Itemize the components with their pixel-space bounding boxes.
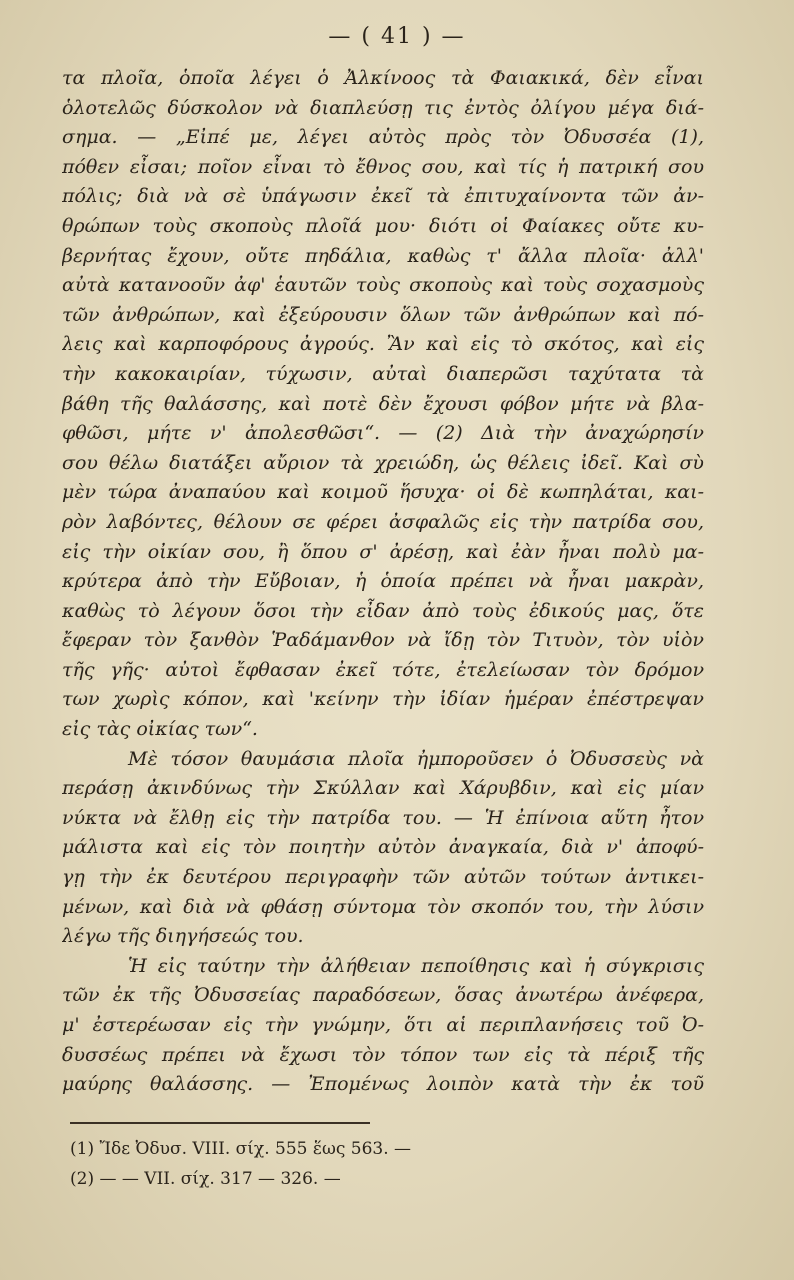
text-line: κρύτερα ἀπὸ τὴν Εὔβοιαν, ἡ ὁποία πρέπει νὰ ἦναι μακρὰν, [62, 570, 704, 593]
text-line: εἰς τὴν οἰκίαν σου, ἢ ὅπου σ' ἀρέσῃ, καὶ ἐὰν ἦναι πολὺ μα- [62, 540, 704, 563]
paragraph-start-line: Ἡ εἰς ταύτην τὴν ἀλήθειαν πεποίθησις καὶ ἡ σύγκρισις [128, 954, 704, 977]
text-line: δυσσέως πρέπει νὰ ἔχωσι τὸν τόπον των εἰς τὰ πέριξ τῆς [62, 1043, 704, 1066]
text-line: τῶν ἀνθρώπων, καὶ ἐξεύρουσιν ὅλων τῶν ἀνθρώπων καὶ πό- [62, 303, 704, 326]
body-text [62, 64, 704, 1100]
text-line: ὁλοτελῶς δύσκολον νὰ διαπλεύσῃ τις ἐντὸς ὀλίγου μέγα διά- [62, 96, 704, 119]
text-line: μένων, καὶ διὰ νὰ φθάσῃ σύντομα τὸν σκοπόν του, τὴν λύσιν [62, 895, 704, 918]
footnote-divider [70, 1122, 370, 1124]
text-line: μὲν τώρα ἀναπαύου καὶ κοιμοῦ ἥσυχα· οἱ δὲ κωπηλάται, και- [62, 481, 704, 504]
text-line: εἰς τὰς οἰκίας των“. [62, 718, 258, 741]
text-line: πόλις; διὰ νὰ σὲ ὑπάγωσιν ἐκεῖ τὰ ἐπιτυχαίνοντα τῶν ἀν- [62, 185, 704, 208]
text-line: λέγω τῆς διηγήσεώς του. [62, 925, 304, 948]
text-line: λεις καὶ καρποφόρους ἀγρούς. Ἂν καὶ εἰς τὸ σκότος, καὶ εἰς [62, 333, 704, 356]
footnote-1: (1) Ἴδε Ὀδυσ. VIII. σίχ. 555 ἕως 563. — [70, 1139, 412, 1159]
text-line: πόθεν εἶσαι; ποῖον εἶναι τὸ ἔθνος σου, καὶ τίς ἡ πατρική σου [62, 155, 704, 178]
text-line: μάλιστα καὶ εἰς τὸν ποιητὴν αὐτὸν ἀναγκαία, διὰ ν' ἀποφύ- [62, 836, 704, 859]
text-line: σημα. — „Εἰπέ με, λέγει αὐτὸς πρὸς τὸν Ὀδυσσέα (1), [62, 126, 704, 149]
text-line: νύκτα νὰ ἔλθῃ εἰς τὴν πατρίδα του. — Ἡ ἐπίνοια αὕτη ἦτον [62, 806, 704, 829]
text-line: των χωρὶς κόπον, καὶ 'κείνην τὴν ἰδίαν ἡμέραν ἐπέστρεψαν [62, 688, 704, 711]
text-line: βερνήτας ἔχουν, οὔτε πηδάλια, καθὼς τ' ἄλλα πλοῖα· ἀλλ' [62, 244, 704, 267]
text-line: τὴν κακοκαιρίαν, τύχωσιν, αὐταὶ διαπερῶσι ταχύτατα τὰ [62, 362, 704, 385]
text-line: καθὼς τὸ λέγουν ὅσοι τὴν εἶδαν ἀπὸ τοὺς ἐδικούς μας, ὅτε [62, 599, 704, 622]
text-line: περάσῃ ἀκινδύνως τὴν Σκύλλαν καὶ Χάρυβδιν, καὶ εἰς μίαν [62, 777, 704, 800]
text-line: μαύρης θαλάσσης. — Ἐπομένως λοιπὸν κατὰ τὴν ἐκ τοῦ [62, 1073, 704, 1096]
text-line: τῶν ἐκ τῆς Ὀδυσσείας παραδόσεων, ὅσας ἀνωτέρω ἀνέφερα, [62, 984, 704, 1007]
text-line: σου θέλω διατάξει αὔριον τὰ χρειώδη, ὡς θέλεις ἰδεῖ. Καὶ σὺ [62, 451, 704, 474]
text-line: γῃ τὴν ἐκ δευτέρου περιγραφὴν τῶν αὐτῶν τούτων ἀντικει- [62, 866, 704, 889]
text-line: ἔφεραν τὸν ξανθὸν Ῥαδάμανθον νὰ ἴδῃ τὸν Τιτυὸν, τὸν υἱὸν [62, 629, 704, 652]
footnotes [70, 1134, 690, 1194]
text-line: θρώπων τοὺς σκοποὺς πλοῖά μου· διότι οἱ Φαίακες οὔτε κυ- [62, 214, 704, 237]
text-line: μ' ἐστερέωσαν εἰς τὴν γνώμην, ὅτι αἱ περιπλανήσεις τοῦ Ὀ- [62, 1014, 704, 1036]
footnote-2: (2) — — VII. σίχ. 317 — 326. — [70, 1169, 341, 1189]
text-line: ρὸν λαβόντες, θέλουν σε φέρει ἀσφαλῶς εἰς τὴν πατρίδα σου, [62, 510, 704, 533]
page-number: — ( 41 ) — [328, 24, 466, 49]
paragraph-start-line: Μὲ τόσον θαυμάσια πλοῖα ἠμποροῦσεν ὁ Ὀδυσσεὺς νὰ [128, 747, 704, 770]
text-line: βάθη τῆς θαλάσσης, καὶ ποτὲ δὲν ἔχουσι φόβον μήτε νὰ βλα- [62, 392, 704, 415]
text-line: τα πλοῖα, ὁποῖα λέγει ὁ Ἀλκίνοος τὰ Φαιακικά, δὲν εἶναι [62, 67, 704, 89]
text-line: φθῶσι, μήτε ν' ἀπολεσθῶσι“. — (2) Διὰ τὴν ἀναχώρησίν [62, 422, 704, 445]
text-line: αὐτὰ κατανοοῦν ἀφ' ἑαυτῶν τοὺς σκοποὺς καὶ τοὺς σοχασμοὺς [62, 274, 704, 297]
text-line: τῆς γῆς· αὐτοὶ ἔφθασαν ἐκεῖ τότε, ἐτελείωσαν τὸν δρόμον [62, 658, 704, 681]
